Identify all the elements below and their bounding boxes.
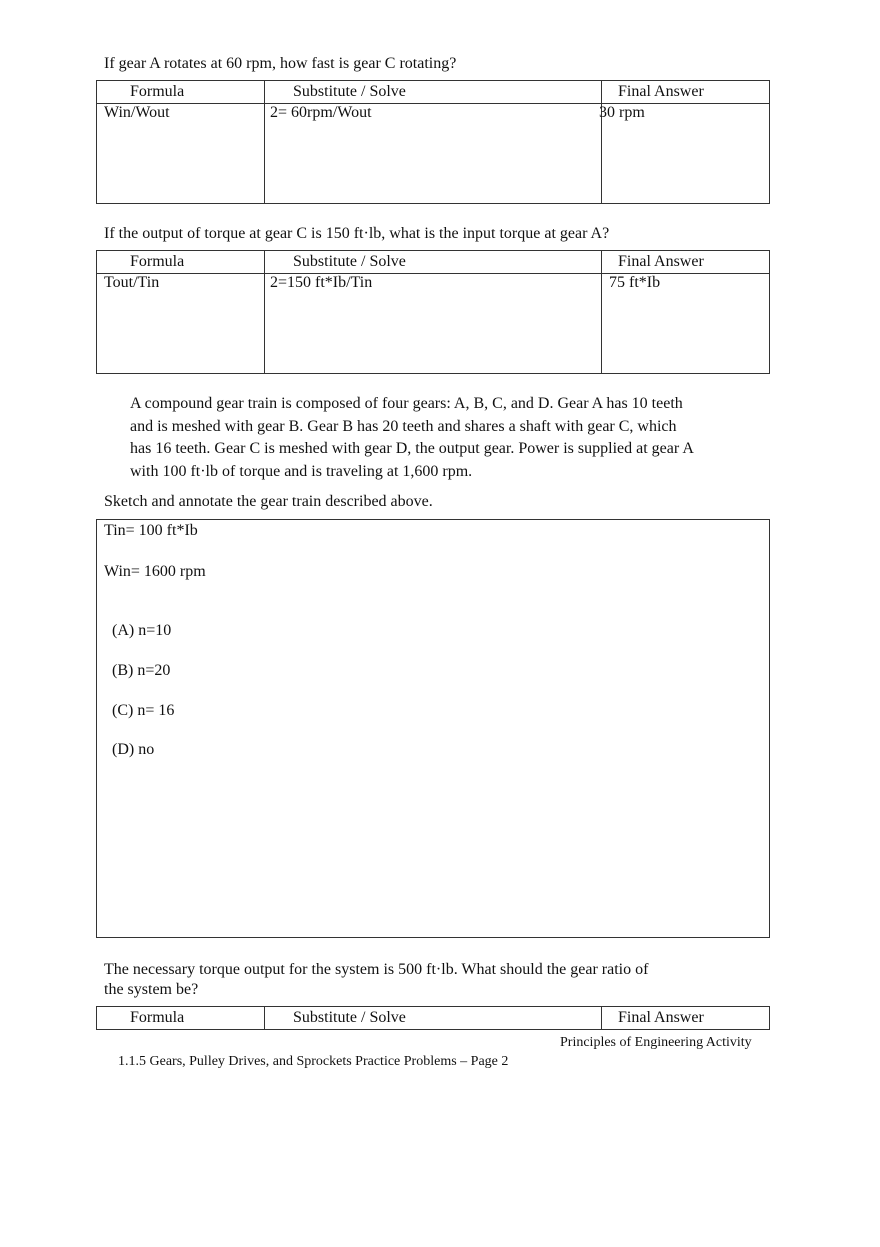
table-header-row — [97, 1007, 770, 1030]
header-formula — [97, 1007, 265, 1030]
header-final-answer-label: Final Answer — [618, 83, 704, 100]
formula-cell[interactable] — [97, 104, 265, 204]
question-2-table — [96, 250, 770, 374]
header-final-answer-label: Final Answer — [618, 253, 704, 270]
sketch-prompt: Sketch and annotate the gear train described above. — [104, 493, 433, 510]
substitute-solve-cell[interactable] — [265, 104, 602, 204]
question-3-text-line-2: the system be? — [104, 981, 199, 998]
table-row — [97, 274, 770, 374]
final-answer-value: 30 rpm — [599, 104, 645, 121]
gear-train-description: A compound gear train is composed of four gears: A, B, C, and D. Gear A has 10 teeth and is meshed with gear B. Gear B has 20 teeth and shares a shaft with gear C, which has 16 teeth. Gear C is meshed with gear D, the output gear. Power is supplied at gear A with 100 ft·lb of torque and is traveling at 1,600 rpm. — [130, 395, 693, 480]
header-formula-label: Formula — [130, 253, 185, 270]
question-1-table — [96, 80, 770, 204]
sketch-line-gear-b: (B) n=20 — [112, 662, 171, 679]
table-row — [97, 104, 770, 204]
header-final-answer — [602, 1007, 770, 1030]
footer-activity-title: Principles of Engineering Activity — [560, 1035, 752, 1050]
sketch-area[interactable] — [96, 519, 770, 938]
question-3-text-line-1: The necessary torque output for the system is 500 ft·lb. What should the gear ratio of — [104, 961, 649, 978]
footer-page-label: 1.1.5 Gears, Pulley Drives, and Sprockets Practice Problems – Page 2 — [118, 1054, 509, 1069]
sketch-line-win: Win= 1600 rpm — [104, 563, 206, 580]
substitute-solve-cell[interactable] — [265, 274, 602, 374]
formula-value: Tout/Tin — [104, 274, 160, 291]
substitute-solve-value: 2=150 ft*Ib/Tin — [270, 274, 373, 291]
header-substitute-solve-label: Substitute / Solve — [293, 83, 406, 100]
question-3-table — [96, 1006, 770, 1030]
sketch-line-gear-c: (C) n= 16 — [112, 702, 175, 719]
sketch-line-gear-a: (A) n=10 — [112, 622, 172, 639]
formula-cell[interactable] — [97, 274, 265, 374]
sketch-line-gear-d: (D) no — [112, 741, 155, 758]
substitute-solve-value: 2= 60rpm/Wout — [270, 104, 372, 121]
header-final-answer-label: Final Answer — [618, 1009, 704, 1026]
question-1-text: If gear A rotates at 60 rpm, how fast is gear C rotating? — [104, 55, 457, 72]
final-answer-cell[interactable] — [599, 104, 770, 204]
final-answer-value: 75 ft*Ib — [609, 274, 661, 291]
final-answer-cell[interactable] — [602, 274, 770, 374]
header-formula-label: Formula — [130, 83, 185, 100]
header-substitute-solve-label: Substitute / Solve — [293, 253, 406, 270]
header-formula-label: Formula — [130, 1009, 185, 1026]
formula-value: Win/Wout — [104, 104, 170, 121]
header-substitute-solve — [265, 1007, 602, 1030]
header-substitute-solve-label: Substitute / Solve — [293, 1009, 406, 1026]
sketch-line-tin: Tin= 100 ft*Ib — [104, 522, 198, 539]
question-2-text: If the output of torque at gear C is 150 ft·lb, what is the input torque at gear A? — [104, 225, 610, 242]
